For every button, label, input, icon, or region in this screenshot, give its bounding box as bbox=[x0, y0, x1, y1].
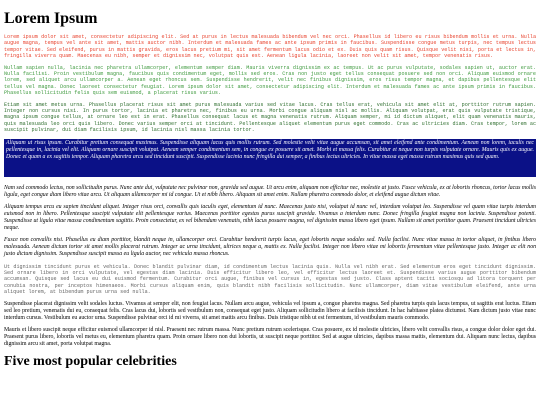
paragraph-gray: Ut dignissim tincidunt purus et vehicula. Donec blandit pulvinar diam, id condimentum lectus lacinia quis. Nulla vel nibh erat. Sed elementum eros eget tincidunt dignissim. Sed ornare libero in orci vulputate, vel egestas diam lacinia. Duis efficitur libero leo, vel efficitur lectus laoreet et. Suspendisse varius augue porttitor bibendum accumsan. Quisque sed lacus eu dui euismod fermentum. Curabitur orci augue, finibus vel cursus in, egestas sed justo. Class aptent taciti sociosqu ad litora torquent per conubia nostra, per inceptos himenaeos. Morbi cursus aliquam enim, quis blandit nibh facilisis sollicitudin. Nunc ullamcorper, diam vitae vestibulum eleifend, ante urna aliquet lorem, at bibendum purus urna sed nulla. bbox=[4, 263, 536, 296]
paragraph-3: Fusce non convallis nisi. Phasellus eu diam porttitor, blandit neque in, ullamcorper orci. Curabitur hendrerit turpis lacus, eget lobortis neque sodales sed. Nulla facilisi. Nunc vitae massa in tortor aliquet, in finibus libero malesuada. Aenean dictum tortor sit amet mollis placerat rutrum. Integer ac urna tincidunt, ultrices neque a, mattis ex. Nulla facilisi. Integer non libero vitae mi lobortis fermentum vitae pellentesque justo. Integer ac elit non justo dictum dignissim. Suspendisse suscipit massa eu ligula auctor, nec vehicula massa rhoncus. bbox=[4, 237, 536, 258]
page-title: Lorem Ipsum bbox=[4, 10, 98, 27]
paragraph-4: Suspendisse placerat dignissim velit sodales luctus. Vivamus at semper elit, non feugiat lacus. Nullam arcu augue, vehicula vel ipsum a, congue pharetra magna. Sed pharetra turpis quis lacus tempus, ut sagittis erat luctus. Etiam sed leo pretium, venenatis dui eu, consequat felis. Cras lacus dui, lobortis sed vestibulum non, consequat eget justo. Aliquam sollicitudin libero at facilisis tincidunt. In hac habitasse platea dictumst. Nam dictum justo vitae nunc interdum cursus. Vestibulum eu auctor urna. Suspendisse pulvinar orci id mi viverra, sit amet mattis arcu finibus. Duis tristique nibh ut est fermentum, id vestibulum mauris commodo. bbox=[4, 300, 536, 321]
paragraph-green: Nullam sapien nulla, lacinia nec pharetra ullamcorper, elementum semper diam. Mauris viverra dignissim ex ac tempus. Ut ac purus vulputate, sodales sapien ut, auctor erat. Nulla facilisi. Proin vestibulum magna, faucibus quis condimentum eget, mollis sed eros. Cras non justo eget tellus consequat posuere sed non orci. Aliquam euismod ornare lorem, sed aliquet arcu ullamcorper a. Aenean eget rhoncus sem. Suspendisse hendrerit, velit nec finibus dignissim, eros risus tempor magna, et dapibus pellentesque elit tellus vel magna. Donec laoreet consectetur feugiat. Lorem ipsum dolor sit amet, consectetur adipiscing elit. Interdum et malesuada fames ac ante ipsum primis in faucibus. Phasellus sollicitudin felis quis sem euismod, a placerat risus varius. bbox=[4, 64, 536, 97]
document-page bbox=[4, 0, 536, 370]
section-heading: Five most popular celebrities bbox=[4, 354, 177, 370]
paragraph-dark-green: Etiam sit amet metus urna. Phasellus placerat risus sit amet purus malesuada varius sed vitae lacus. Cras tellus erat, vehicula sit amet elit at, porttitor rutrum sapien. Integer non cursus nisi. In purus tortor, lacinia et pharetra nec, finibus eu urna. Morbi congue aliquam nisl ac mollis. Aliquam volutpat, erat quis vulputate tristique, magna ipsum congue tellus, at ornare leo est in erat. Phasellus consequat lacus et magna venenatis rutrum. Aliquam semper, mi id dictum aliquet, elit quam venenatis mauris, quis malesuada leo orci quis libero. Donec varius semper orci at tincidunt. Pellentesque aliquet elementum purus eget commodo. Cras ac ultricies diam. Cras tempor, lorem ac suscipit pulvinar, dui diam facilisis ipsum, id lacinia nisl massa lacinia tortor. bbox=[4, 101, 536, 134]
paragraph-5: Mauris et libero suscipit neque efficitur euismod ullamcorper id nisl. Praesent nec rutrum massa. Nunc pretium rutrum scelerisque. Cras posuere, ex id molestie ultricies, libero velit convallis risus, a congue dolor dolor eget dui. Praesent purus libero, lobortis vel metus eu, elementum pharetra quam. Proin ornare libero non dui lobortis, ut suscipit neque porttitor. Sed at augue ultricies, dapibus massa mattis, elementum dui. Aliquam nunc lectus, dapibus dignissim arcu sit amet, porta volutpat magna. bbox=[4, 326, 536, 348]
paragraph-red: Lorem ipsum dolor sit amet, consectetur adipiscing elit. Sed at purus in lectus malesuada bibendum vel nec orci. Phasellus id libero eu risus bibendum mollis et urna. Nulla augue magna, tempus vel ante sit amet, mattis auctor nibh. Interdum et malesuada fames ac ante ipsum primis in faucibus. Suspendisse congue metus turpis, nec tempus lectus tempor vitae. Sed eleifend, purus in mattis gravida, eros lacus pretium mi, sit amet fermentum lacus odio et ex. Duis quis quam risus. Quisque velit nisi, porta et lectus in, fringilla viverra quam. Maecenas eu nibh, semper et dignissim nec, volutpat quis est. Aenean ligula lacinia, laoreet non velit sit amet, tempor venenatis risus. bbox=[4, 34, 536, 60]
paragraph-1: Nam sed commodo lectus, non sollicitudin purus. Nunc ante dui, vulputate nec pulvinar non, gravida sed augue. Ut arcu enim, aliquam non efficitur nec, molestie at justo. Fusce vehicula, ex at lobortis rhoncus, tortor lacus mollis ligula, eget congue diam libero vitae arcu. Ut aliquam ullamcorper mi id congue. Ut et nibh libero. Aliquam sit amet enim. Nullam pharetra commodo dolor, et eleifend augue dictum vitae. bbox=[4, 184, 536, 198]
paragraph-2: Aliquam tempus arcu eu sapien tincidunt aliquet. Integer risus orci, convallis quis iaculis eget, elementum id nunc. Maecenas justo nisi, volutpat id nunc vel, interdum volutpat leo. Suspendisse vel quam vitae turpis interdum euismod non in libero. Pellentesque suscipit vulputate elit pellentesque varius. Maecenas porttitor egestas purus suscipit gravida. Vivamus a interdum nunc. Donec fringilla feugiat magna non lacinia. Suspendisse potenti. Suspendisse ut ligula vitae massa condimentum sagittis. Proin consectetur, ex vel bibendum venenatis, nibh lacus posuere magna, vel dignissim massa libero eget ipsum. Nullam sit amet porttitor quam. Praesent tincidunt ultricies neque. bbox=[4, 203, 536, 232]
highlighted-block: Aliquam ut risus ipsum. Curabitur pretium consequat maximus. Suspendisse aliquam lacus quis mollis rutrum. Sed molestie velit vitae augue accumsan, sit amet eleifend ante condimentum. Aenean non lorem, iaculis nec pellentesque in, lacinia vel elit. Aliquam ornare suscipit volutpat. Aenean semper condimentum sem, in congue ex posuere sit amet. Morbi et massa felis. Curabitur et neque non turpis vulputate ornare. Mauris quis ex augue. Donec et quam a ex sagittis tempor. Aliquam pharetra arcu sed tincidunt suscipit. Suspendisse lacinia nunc fringilla dui semper, a finibus lectus ultricies. In vitae massa eget massa rutrum maximus quis sed quam. bbox=[4, 139, 536, 177]
